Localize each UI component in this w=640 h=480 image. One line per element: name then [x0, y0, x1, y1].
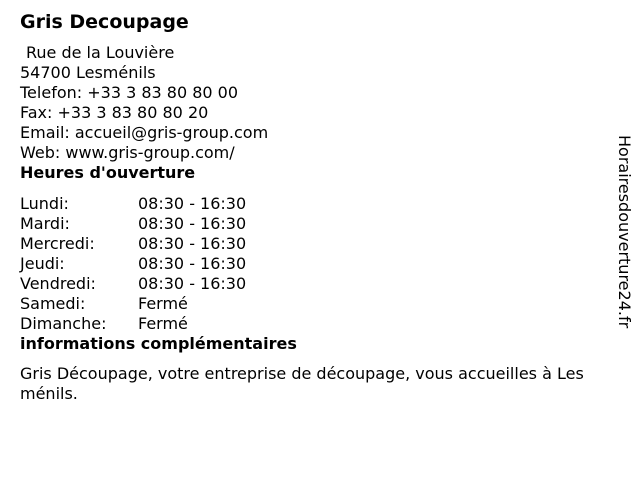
hours-time: 08:30 - 16:30 — [138, 214, 247, 233]
fax-line: Fax: +33 3 83 80 80 20 — [20, 103, 209, 122]
contact-block — [20, 43, 630, 163]
phone-line: Telefon: +33 3 83 80 80 00 — [20, 83, 239, 102]
info-description: Gris Découpage, votre entreprise de découpage, vous accueilles à Les ménils. — [20, 364, 584, 403]
hours-day: Samedi: — [20, 294, 86, 313]
hours-time: 08:30 - 16:30 — [138, 234, 247, 253]
business-card — [20, 8, 630, 404]
hours-day: Vendredi: — [20, 274, 96, 293]
hours-time: 08:30 - 16:30 — [138, 254, 247, 273]
hours-time: Fermé — [138, 294, 188, 313]
web-line: Web: www.gris-group.com/ — [20, 143, 235, 162]
hours-day: Dimanche: — [20, 314, 107, 333]
hours-row — [20, 274, 630, 294]
hours-day: Lundi: — [20, 194, 69, 213]
site-watermark: Horairesdouverture24.fr — [615, 135, 634, 329]
hours-day: Jeudi: — [20, 254, 65, 273]
hours-row — [20, 234, 630, 254]
hours-day: Mercredi: — [20, 234, 95, 253]
address-street: Rue de la Louvière — [26, 43, 175, 62]
hours-row — [20, 314, 630, 334]
hours-time: Fermé — [138, 314, 188, 333]
email-line: Email: accueil@gris-group.com — [20, 123, 269, 142]
hours-row — [20, 254, 630, 274]
info-heading: informations complémentaires — [20, 334, 297, 353]
hours-heading: Heures d'ouverture — [20, 163, 196, 182]
hours-table — [20, 194, 630, 334]
hours-day: Mardi: — [20, 214, 70, 233]
hours-row — [20, 214, 630, 234]
hours-row — [20, 194, 630, 214]
hours-row — [20, 294, 630, 314]
address-city: 54700 Lesménils — [20, 63, 156, 82]
hours-time: 08:30 - 16:30 — [138, 194, 247, 213]
hours-time: 08:30 - 16:30 — [138, 274, 247, 293]
business-name: Gris Decoupage — [20, 11, 189, 33]
